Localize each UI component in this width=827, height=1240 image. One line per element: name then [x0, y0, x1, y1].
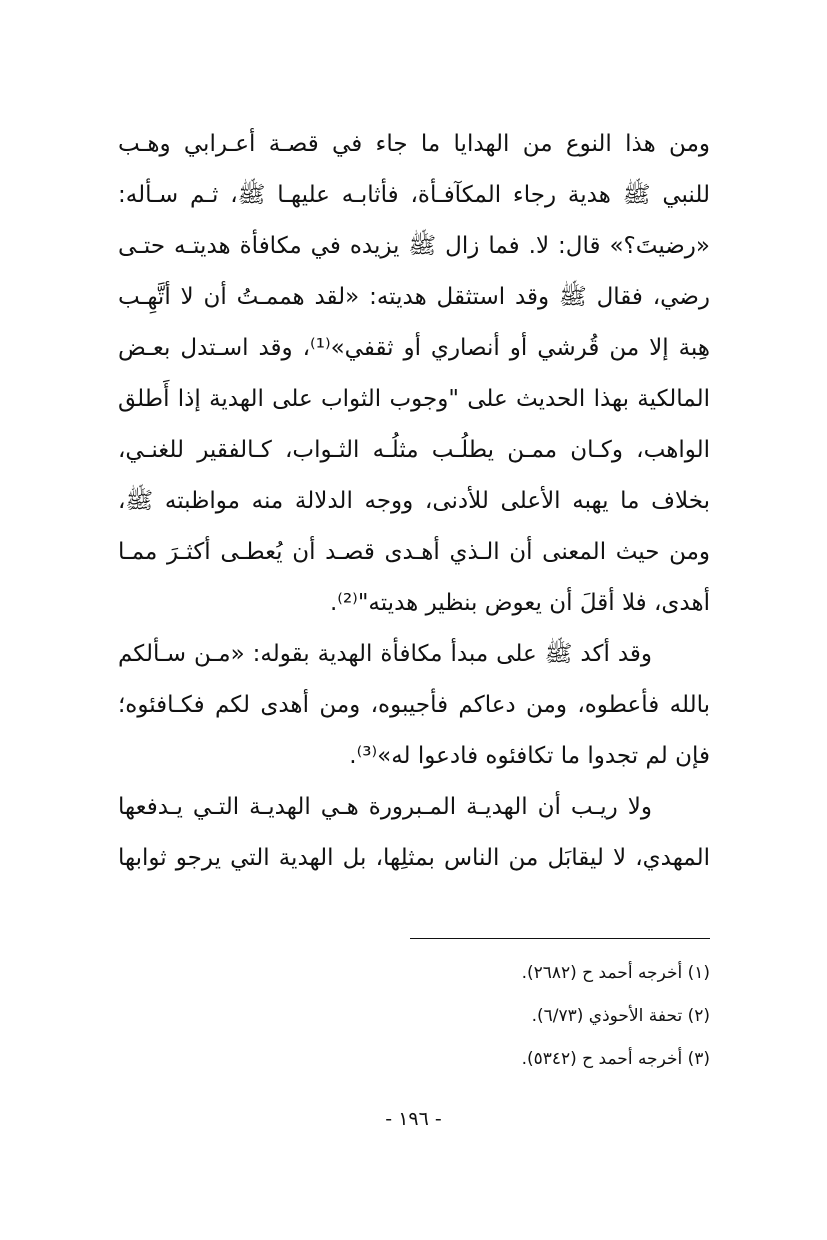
text-line: وقد أكد ﷺ على مبدأ مكافأة الهدية بقوله: «مـن سـألكم — [118, 641, 652, 667]
footnote: (٢) تحفة الأحوذي (٦/٧٣). — [531, 1006, 710, 1026]
text-line: ولا ريـب أن الهديـة المـبرورة هـي الهديـة التـي يـدفعها — [118, 794, 652, 820]
text-line: «رضيتَ؟» قال: لا. فما زال ﷺ يزيده في مكافأة هديتـه حتـى — [118, 233, 710, 259]
footnotes — [118, 952, 710, 1081]
footnote-separator — [410, 938, 710, 939]
text-line: رضي، فقال ﷺ وقد استثقل هديته: «لقد هممـتُ أن لا أتَّهِـب — [118, 284, 710, 310]
text-line: الواهب، وكـان ممـن يطلُـب مثلُـه الثـواب، كـالفقير للغنـي، — [118, 437, 710, 463]
text-line: فإن لم تجدوا ما تكافئوه فادعوا له»⁽³⁾. — [349, 743, 710, 769]
page-number: - ١٩٦ - — [385, 1108, 442, 1130]
text-line: للنبي ﷺ هدية رجاء المكآفـأة، فأثابـه عليهـا ﷺ، ثـم سـأله: — [118, 182, 710, 208]
text-line: المالكية بهذا الحديث على "وجوب الثواب على الهدية إذا أَطلق — [118, 386, 710, 412]
text-line: بخلاف ما يهبه الأعلى للأدنى، ووجه الدلالة منه مواظبته ﷺ، — [118, 488, 710, 514]
footnote: (٣) أخرجه أحمد ح (٥٣٤٢). — [521, 1049, 710, 1069]
text-line: المهدي، لا ليقابَل من الناس بمثلِها، بل الهدية التي يرجو ثوابها — [118, 845, 710, 871]
main-text — [118, 119, 710, 884]
text-line: هِبة إلا من قُرشي أو أنصاري أو ثقفي»⁽¹⁾، وقد اسـتدل بعـض — [118, 335, 711, 361]
footnote: (١) أخرجه أحمد ح (٢٦٨٢). — [521, 963, 710, 983]
text-line: ومن هذا النوع من الهدايا ما جاء في قصـة أعـرابي وهـب — [118, 131, 710, 157]
text-line: أهدى، فلا أقلَ أن يعوض بنظير هديته"⁽²⁾. — [329, 590, 710, 616]
text-line: بالله فأعطوه، ومن دعاكم فأجيبوه، ومن أهدى لكم فكـافئوه؛ — [118, 692, 710, 718]
text-line: ومن حيث المعنى أن الـذي أهـدى قصـد أن يُعطـى أكثـرَ ممـا — [118, 539, 710, 565]
